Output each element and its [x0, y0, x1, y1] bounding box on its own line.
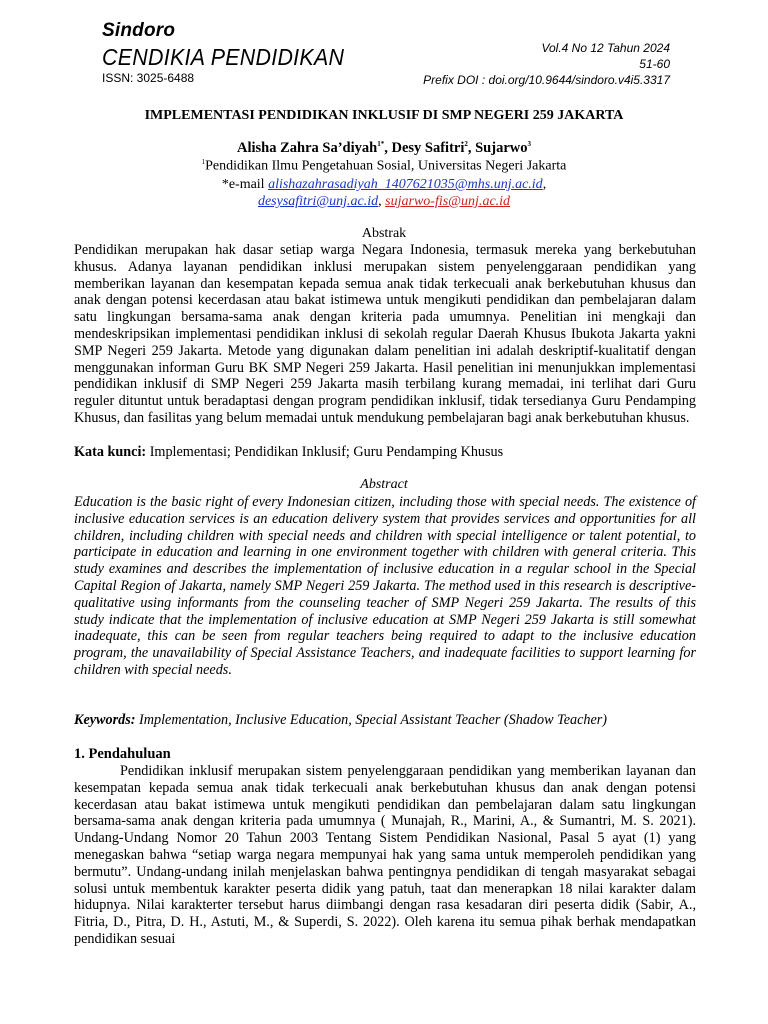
author-2-mark: 2	[464, 140, 468, 149]
introduction-body: Pendidikan inklusif merupakan sistem penyelenggaraan pendidikan yang memberikan layanan dan kesempatan kepada semua anak tidak terkecuali anak berkebutuhan khusus dan anak dengan potensi kecerdasan atau bakat istimewa untuk mengikuti pendidikan dan pembelajaran dalam satu lingkungan bersama-sama anak dengan kriteria pada umumnya ( Munajah, R., Marini, A., & Sumantri, M. S. 2021). Undang-Undang Nomor 20 Tahun 2003 Tentang Sistem Pendidikan Nasional, Pasal 5 ayat (1) yang menegaskan bahwa “setiap warga negara mempunyai hak yang sama untuk memperoleh pendidikan yang bermutu”. Undang-undang inilah menjelaskan bahwa pentingnya pendidikan di tengah masyarakat sebagai solusi untuk membentuk karakter peserta didik yang patuh, taat dan menerapkan 18 nilai karakter dalam hidupnya. Nilai karakterter tersebut harus diimbangi dengan rasa kesadaran diri peserta didik (Sabir, A., Fitria, D., Pitra, D. H., Astuti, M., & Superdi, S. 2022). Oleh karena itu semua pihak berhak mendapatkan pendidikan sesuai	[74, 763, 696, 947]
email-separator: ,	[378, 194, 386, 209]
email-list	[0, 176, 768, 210]
author-list	[0, 140, 768, 157]
doi: Prefix DOI : doi.org/10.9644/sindoro.v4i5.3317	[423, 73, 670, 87]
affiliation-text: Pendidikan Ilmu Pengetahuan Sosial, Universitas Negeri Jakarta	[205, 158, 567, 174]
journal-meta	[423, 40, 670, 88]
keywords-label: Keywords:	[74, 712, 136, 728]
affiliation	[0, 158, 768, 175]
author-2: , Desy Safitri	[384, 140, 465, 156]
author-3-mark: 3	[527, 140, 531, 149]
email-link-2[interactable]: desysafitri@unj.ac.id	[257, 194, 379, 209]
journal-title: CENDIKIA PENDIDIKAN	[102, 44, 345, 70]
article-title: IMPLEMENTASI PENDIDIKAN INKLUSIF DI SMP NEGERI 259 JAKARTA	[144, 108, 624, 123]
email-link-3[interactable]: sujarwo-fis@unj.ac.id	[385, 194, 511, 209]
keywords-text: Implementation, Inclusive Education, Special Assistant Teacher (Shadow Teacher)	[135, 712, 608, 728]
email-separator: ,	[542, 177, 547, 192]
abstract-body: Education is the basic right of every Indonesian citizen, including those with special needs. The existence of inclusive education services is an education delivery system that provides services and opportunities for all children, including children with special needs and children with special intelligence or talent potential, to participate in education and learning in one environment together with children with general criteria. This study examines and describes the implementation of inclusive education in a regular school in the Special Capital Region of Jakarta, namely SMP Negeri 259 Jakarta. The method used in this research is descriptive-qualitative using informants from the counseling teacher of SMP Negeri 259 Jakarta. The results of this study indicate that the implementation of inclusive education at SMP Negeri 259 Jakarta is still somewhat inadequate, this can be seen from regular teachers being required to adapt to the inclusive education program, the unavailability of Special Assistance Teachers, and inadequate facilities to support learning for children with special needs.	[74, 494, 696, 678]
affiliation-mark: 1	[201, 158, 206, 166]
section-heading: 1. Pendahuluan	[74, 746, 171, 762]
abstrak-keywords	[74, 444, 696, 461]
volume-info: Vol.4 No 12 Tahun 2024	[541, 41, 670, 55]
email-prefix: *e-mail	[221, 177, 269, 192]
author-1-mark: 1*	[377, 140, 385, 149]
author-1: Alisha Zahra Sa’diyah	[237, 140, 378, 156]
keywords-label: Kata kunci:	[74, 444, 147, 460]
journal-name: Sindoro	[102, 20, 176, 41]
keywords-text: Implementasi; Pendidikan Inklusif; Guru Pendamping Khusus	[146, 444, 504, 460]
abstrak-heading: Abstrak	[361, 226, 407, 241]
abstract-keywords	[74, 712, 696, 729]
page-range: 51-60	[639, 57, 670, 71]
abstrak-body: Pendidikan merupakan hak dasar setiap warga Negara Indonesia, termasuk mereka yang berkebutuhan khusus. Adanya layanan pendidikan inklusi merupakan sistem penyelenggaraan pendidikan yang memberikan layanan dan kesempatan kepada semua anak tidak terkecuali anak berkebutuhan khusus dan anak dengan potensi kecerdasan atau bakat istimewa untuk mengikuti pendidikan dan pembelajaran dalam satu lingkungan bersama-sama anak dengan kriteria pada umumnya. Penelitian ini mengkaji dan mendeskripsikan implementasi pendidikan inklusi di sekolah regular Daerah Khusus Ibukota Jakarta yakni SMP Negeri 259 Jakarta. Metode yang digunakan dalam penelitian ini adalah deskriptif-kualitatif dengan menggunakan informan Guru BK SMP Negeri 259 Jakarta. Hasil penelitian ini menunjukkan implementasi pendidikan inklusif di SMP Negeri 259 Jakarta masih terbilang kurang memadai, ini terlihat dari Guru reguler dituntut untuk beradaptasi dengan program pendidikan inklusif, tidak tersedianya Guru Pendamping Khusus, dan fasilitas yang belum memadai untuk mendukung pembelajaran bagi anak berkebutuhan khusus.	[74, 242, 696, 426]
author-3: , Sujarwo	[467, 140, 528, 156]
issn: ISSN: 3025-6488	[102, 71, 195, 85]
abstract-heading: Abstract	[360, 477, 408, 492]
email-link-1[interactable]: alishazahrasadiyah_1407621035@mhs.unj.ac.id	[268, 177, 543, 192]
